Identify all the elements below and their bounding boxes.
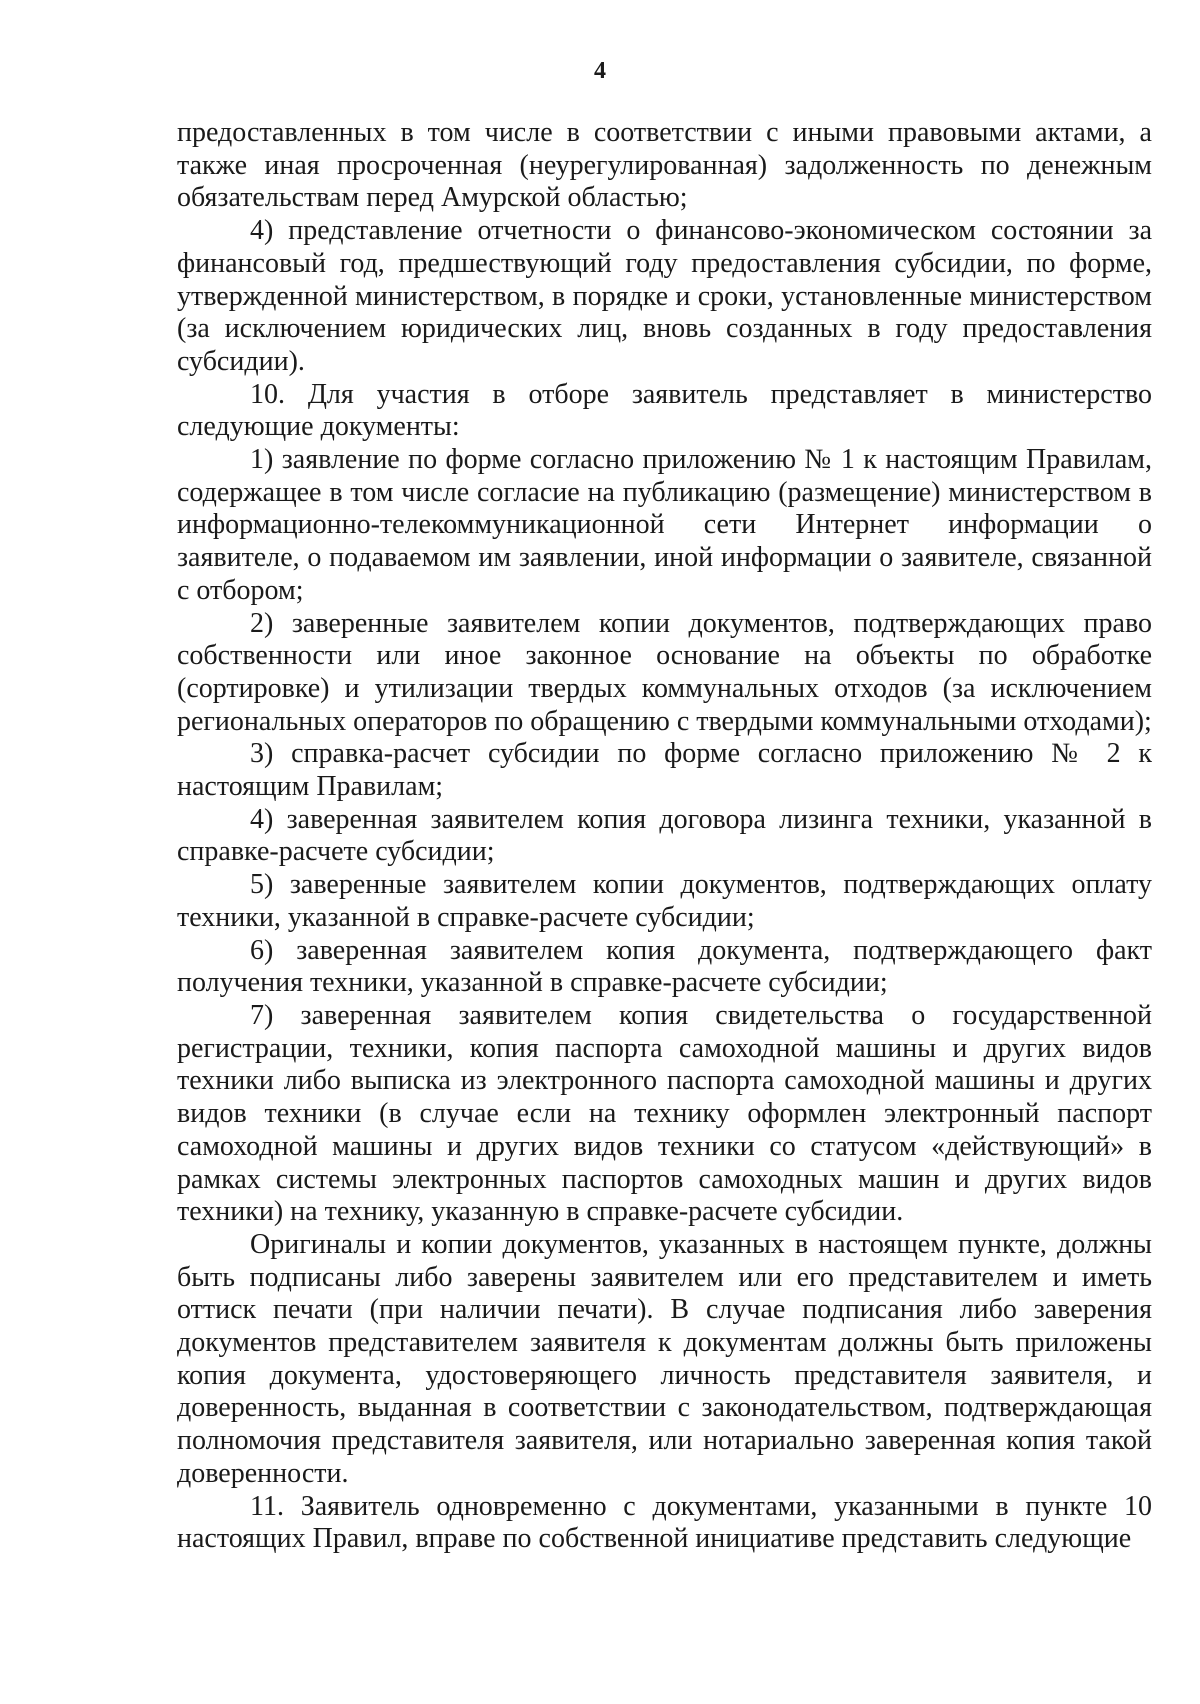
paragraph-clause-10: 10. Для участия в отборе заявитель представляет в министерство следующие документы:: [177, 378, 1152, 443]
paragraph-item-2-ownership-docs: 2) заверенные заявителем копии документов, подтверждающих право собственности или иное законное основание на объекты по обработке (сортировке) и утилизации твердых коммунальных отходов (за исключением региональных операторов по обращению с твердыми коммунальными отходами);: [177, 607, 1152, 737]
paragraph-item-5-payment: 5) заверенные заявителем копии документов, подтверждающих оплату техники, указанной в справке-расчете субсидии;: [177, 869, 1152, 933]
paragraph-item-7-registration: 7) заверенная заявителем копия свидетельства о государственной регистрации, техники, копия паспорта самоходной машины и других видов техники либо выписка из электронного паспорта самоходной машины и других видов техники (в случае если на технику оформлен электронный паспорт самоходной машины и других видов техники со статусом «действующий» в рамках системы электронных паспортов самоходных машин и других видов техники) на технику, указанную в справке-расчете субсидии.: [177, 999, 1152, 1228]
paragraph-item-1-application: 1) заявление по форме согласно приложению № 1 к настоящим Правилам, содержащее в том числе согласие на публикацию (размещение) министерством в информационно-телекоммуникационной сети Интернет информации о заявителе, о подаваемом им заявлении, иной информации о заявителе, связанной с отбором;: [177, 444, 1152, 606]
paragraph-originals-and-copies: Оригиналы и копии документов, указанных в настоящем пункте, должны быть подписаны либо заверены заявителем или его представителем и иметь оттиск печати (при наличии печати). В случае подписания либо заверения документов представителем заявителя к документам должны быть приложены копия документа, удостоверяющего личность представителя заявителя, и доверенность, выданная в соответствии с законодательством, подтверждающая полномочия представителя заявителя, или нотариально заверенная копия такой доверенности.: [177, 1228, 1152, 1489]
paragraph-clause-11: 11. Заявитель одновременно с документами, указанными в пункте 10 настоящих Правил, вправе по собственной инициативе представить следующие: [177, 1490, 1152, 1555]
paragraph-continuation: предоставленных в том числе в соответствии с иными правовыми актами, а также иная просроченная (неурегулированная) задолженность по денежным обязательствам перед Амурской областью;: [177, 117, 1152, 214]
document-body: [177, 117, 1152, 1556]
paragraph-item-3-calculation: 3) справка-расчет субсидии по форме согласно приложению № 2 к настоящим Правилам;: [177, 738, 1152, 803]
paragraph-item-6-receipt: 6) заверенная заявителем копия документа, подтверждающего факт получения техники, указанной в справке-расчете субсидии;: [177, 934, 1152, 999]
paragraph-item-4-reporting: 4) представление отчетности о финансово-экономическом состоянии за финансовый год, предшествующий году предоставления субсидии, по форме, утвержденной министерством, в порядке и сроки, установленные министерством (за исключением юридических лиц, вновь созданных в году предоставления субсидии).: [177, 215, 1152, 377]
page-number: 4: [594, 58, 606, 84]
paragraph-item-4-leasing: 4) заверенная заявителем копия договора лизинга техники, указанной в справке-расчете субсидии;: [177, 803, 1152, 868]
